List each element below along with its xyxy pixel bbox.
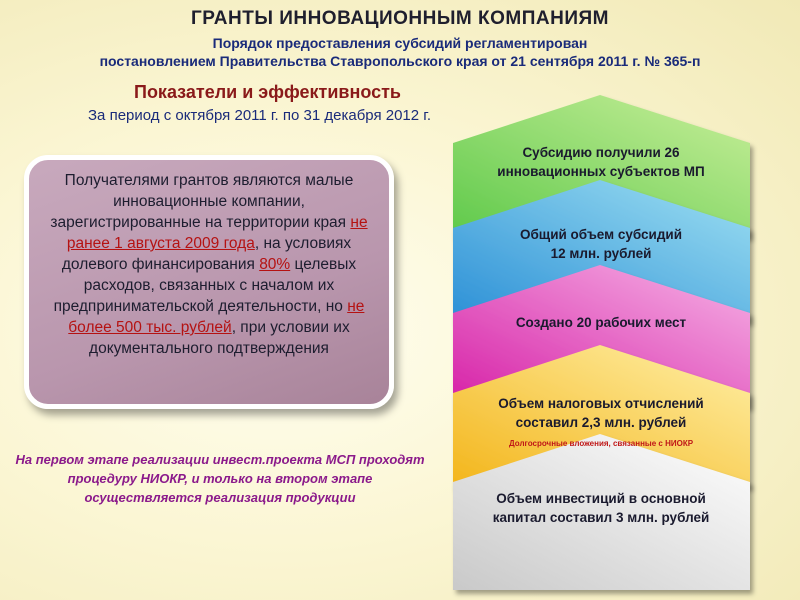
subtitle-line-1: Порядок предоставления субсидий регламентирован <box>212 35 588 51</box>
page-title: ГРАНТЫ ИННОВАЦИОННЫМ КОМПАНИЯМ <box>191 8 609 29</box>
chevron-5-line-2: капитал составил 3 млн. рублей <box>492 510 710 525</box>
section-title: Показатели и эффективность <box>134 82 401 102</box>
chevron-4-note: Долгосрочные вложения, связанные с НИОКР <box>508 439 694 448</box>
infobox-highlight-date: не ранее 1 августа 2009 года <box>66 214 368 252</box>
chevron-3-text <box>455 313 747 332</box>
infobox-text-3: целевых расходов, связанных с началом их предпринимательской деятельности, но <box>53 256 357 315</box>
chevron-2-text <box>455 225 747 263</box>
infobox-highlight-percent: 80% <box>259 256 291 273</box>
chevron-3-line-1: Создано 20 рабочих мест <box>515 315 687 330</box>
infobox-highlight-amount: не более 500 тыс. рублей <box>68 298 365 336</box>
chevron-1-line-1: Субсидию получили 26 <box>522 145 680 160</box>
chevron-5-text <box>455 489 747 527</box>
chevron-2-line-1: Общий объем субсидий <box>519 227 683 242</box>
chevron-1-line-2: инновационных субъектов МП <box>497 164 705 179</box>
chevron-5-line-1: Объем инвестиций в основной <box>496 491 706 506</box>
chevron-1-text <box>455 143 747 181</box>
infobox-text-1: Получателями грантов являются малые инновационные компании, зарегистрированные на территории края <box>50 172 354 231</box>
stage-note: На первом этапе реализации инвест.проекта МСП проходят процедуру НИОКР, и только на втором этапе осуществляется реализация продукции <box>15 452 425 505</box>
infobox-text-4: , при условии их документального подтверждения <box>89 319 350 357</box>
chevron-4-line-2: составил 2,3 млн. рублей <box>515 415 687 430</box>
subtitle-line-2: постановлением Правительства Ставропольского края от 21 сентября 2011 г. № 365-п <box>99 53 701 69</box>
chevron-2-line-2: 12 млн. рублей <box>550 246 652 261</box>
chevron-4-text <box>455 394 747 432</box>
period-text: За период с октября 2011 г. по 31 декабря 2012 г. <box>88 107 432 124</box>
chevron-4-line-1: Объем налоговых отчислений <box>498 396 704 411</box>
infobox-text-2: , на условиях долевого финансирования <box>61 235 352 273</box>
